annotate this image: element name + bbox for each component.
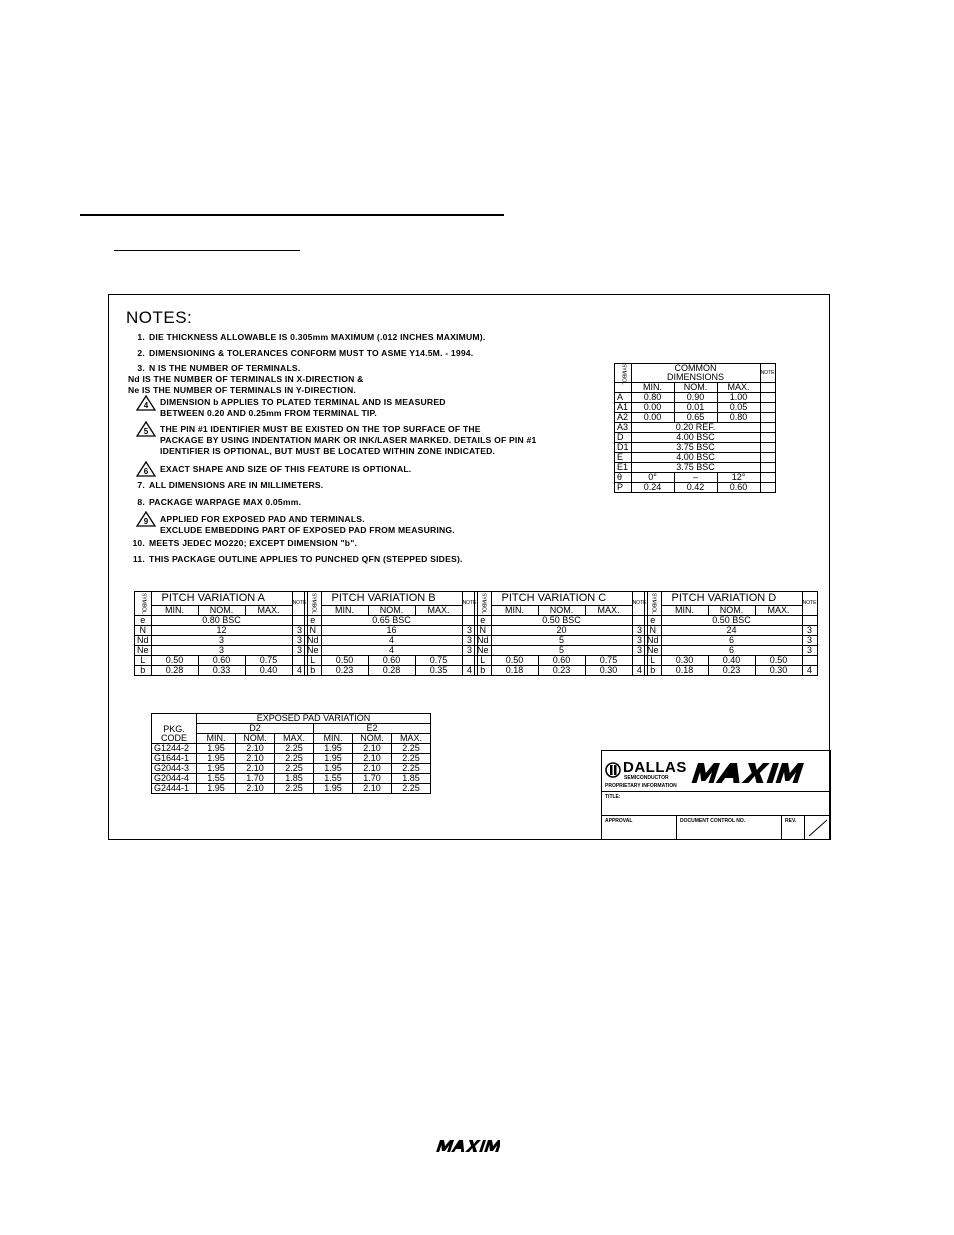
col-max: MAX. — [717, 383, 760, 393]
note-3: 3. N IS THE NUMBER OF TERMINALS. Nd IS THE NUMBER OF TERMINALS IN X-DIRECTION & Ne IS THE NUMBER OF TERMINALS IN Y-DIRECTION. — [128, 363, 364, 395]
title-block-logo-row — [602, 751, 830, 792]
note-7: 7. ALL DIMENSIONS ARE IN MILLIMETERS. — [137, 480, 324, 490]
sub-rule — [114, 250, 300, 251]
common-row: A1 0.00 0.01 0.05 — [615, 403, 776, 413]
semiconductor-label: SEMICONDUCTOR — [624, 775, 669, 781]
note-6: EXACT SHAPE AND SIZE OF THIS FEATURE IS OPTIONAL. — [160, 464, 412, 474]
pkg-header-1: PKG. — [152, 714, 197, 734]
title-block — [601, 750, 831, 840]
svg-text:6: 6 — [143, 467, 149, 476]
dallas-name: DALLAS — [623, 759, 687, 776]
proprietary-label: PROPRIETARY INFORMATION — [605, 783, 677, 789]
dallas-logo-icon — [605, 762, 621, 778]
doc-control-label: DOCUMENT CONTROL NO. — [680, 818, 746, 824]
pitch-title: PITCH VARIATION C — [491, 592, 632, 606]
common-row: A3 0.20 REF. — [615, 423, 776, 433]
common-dimensions-table — [614, 363, 776, 493]
title-label: TITLE: — [605, 794, 621, 800]
common-row: E1 3.75 BSC — [615, 463, 776, 473]
pitch-title: PITCH VARIATION D — [661, 592, 802, 606]
revision-slash — [808, 819, 828, 837]
note-4: DIMENSION b APPLIES TO PLATED TERMINAL AND IS MEASURED BETWEEN 0.20 AND 0.25mm FROM TERMINAL TIP. — [160, 397, 446, 418]
symbol-header: SYMBOL — [615, 364, 632, 383]
note-10: 10. MEETS JEDEC MO220; EXCEPT DIMENSION "b". — [132, 538, 358, 548]
pitch-variation-table: SYMBOL PITCH VARIATION D NOTE MIN. NOM. MAX. e 0.50 BSC N 24 3 Nd 6 3 Ne 6 3 L 0.30 0.40 0.50 b 0.18 0.23 0.30 4 — [644, 591, 818, 676]
maxim-logo — [690, 763, 826, 783]
common-row: θ 0° – 12° — [615, 473, 776, 483]
top-rule — [80, 214, 504, 216]
pitch-variation-table: SYMBOL PITCH VARIATION A NOTE MIN. NOM. MAX. e 0.80 BSC N 12 3 Nd 3 3 Ne 3 3 L 0.50 0.60 0.75 b 0.28 0.33 0.40 4 — [134, 591, 308, 676]
note-11: 11. THIS PACKAGE OUTLINE APPLIES TO PUNCHED QFN (STEPPED SIDES). — [132, 554, 463, 564]
note-8: 8. PACKAGE WARPAGE MAX 0.05mm. — [137, 497, 302, 507]
rev-label: REV. — [785, 818, 797, 824]
e2-header: E2 — [314, 724, 431, 734]
footer-maxim-logo — [436, 1140, 500, 1152]
pkg-header-2: CODE — [152, 734, 197, 744]
common-row: D 4.00 BSC — [615, 433, 776, 443]
exposed-row: G1244-2 1.95 2.10 2.25 1.95 2.10 2.25 — [152, 744, 431, 754]
svg-text:9: 9 — [143, 517, 149, 526]
pitch-variation-table: SYMBOL PITCH VARIATION B NOTE MIN. NOM. MAX. e 0.65 BSC N 16 3 Nd 4 3 Ne 4 3 L 0.50 0.60 0.75 b 0.23 0.28 0.35 4 — [304, 591, 478, 676]
d2-header: D2 — [197, 724, 314, 734]
pitch-title: PITCH VARIATION B — [321, 592, 462, 606]
common-title-2: DIMENSIONS — [631, 373, 760, 383]
common-row: A 0.80 0.90 1.00 — [615, 393, 776, 403]
exposed-pad-table: PKG. EXPOSED PAD VARIATION D2 E2 CODE MIN. NOM. MAX. MIN. NOM. MAX. G1244-2 1.95 2.10 2.25 1.95 2.10 2.25 G1644-1 1.95 2.10 2.25 1.95 2.10 2.25 G2044-3 1.95 2.10 2.25 1.95 2.10 2.25 G2044-4 1.55 1.70 1.85 1.55 1.70 1.85 G2444-1 1.95 2.10 2.25 1.95 2.10 2.25 — [151, 713, 431, 794]
common-row: E 4.00 BSC — [615, 453, 776, 463]
common-row: A2 0.00 0.65 0.80 — [615, 413, 776, 423]
note-5: THE PIN #1 IDENTIFIER MUST BE EXISTED ON THE TOP SURFACE OF THE PACKAGE BY USING INDENTATION MARK OR INK/LASER MARKED. DETAILS OF PIN #1 IDENTIFIER IS OPTIONAL, BUT MUST BE LOCATED WITHIN ZONE INDICATED. — [160, 424, 537, 456]
exposed-row: G2044-3 1.95 2.10 2.25 1.95 2.10 2.25 — [152, 764, 431, 774]
note-1: 1. DIE THICKNESS ALLOWABLE IS 0.305mm MAXIMUM (.012 INCHES MAXIMUM). — [137, 332, 486, 342]
note-9: APPLIED FOR EXPOSED PAD AND TERMINALS. EXCLUDE EMBEDDING PART OF EXPOSED PAD FROM MEASURING. — [160, 514, 455, 535]
col-nom: NOM. — [674, 383, 717, 393]
common-row: D1 3.75 BSC — [615, 443, 776, 453]
pitch-title: PITCH VARIATION A — [151, 592, 292, 606]
col-min: MIN. — [631, 383, 674, 393]
exposed-row: G1644-1 1.95 2.10 2.25 1.95 2.10 2.25 — [152, 754, 431, 764]
common-row: P 0.24 0.42 0.60 — [615, 483, 776, 493]
approval-label: APPROVAL — [605, 818, 633, 824]
title-row — [602, 791, 830, 816]
exposed-title: EXPOSED PAD VARIATION — [197, 714, 431, 724]
note-2: 2. DIMENSIONING & TOLERANCES CONFORM MUST TO ASME Y14.5M. - 1994. — [137, 348, 474, 358]
approval-row — [602, 815, 830, 839]
exposed-row: G2044-4 1.55 1.70 1.85 1.55 1.70 1.85 — [152, 774, 431, 784]
svg-text:5: 5 — [143, 427, 149, 436]
common-title-1: COMMON — [631, 364, 760, 374]
note-header: NOTE — [760, 364, 775, 383]
exposed-row: G2444-1 1.95 2.10 2.25 1.95 2.10 2.25 — [152, 784, 431, 794]
svg-text:4: 4 — [143, 401, 149, 410]
pitch-variation-table: SYMBOL PITCH VARIATION C NOTE MIN. NOM. MAX. e 0.50 BSC N 20 3 Nd 5 3 Ne 5 3 L 0.50 0.60 0.75 b 0.18 0.23 0.30 4 — [474, 591, 648, 676]
notes-title: NOTES: — [126, 308, 193, 327]
